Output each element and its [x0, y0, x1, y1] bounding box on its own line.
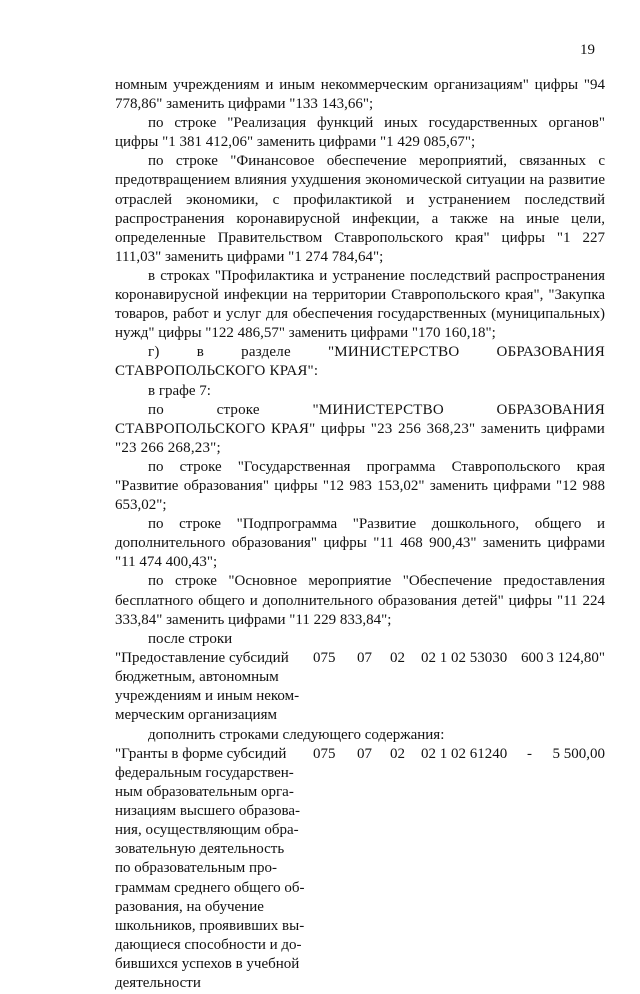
row-2-name-line: по образовательным про- — [115, 860, 277, 877]
row-2-name-line: зовательную деятельность — [115, 841, 285, 858]
row-1-subsection-code: 02 — [390, 649, 405, 666]
row-2-name-line: деятельности — [115, 975, 201, 992]
row-1-codes — [115, 649, 605, 668]
row-1-name-line: "Предоставление субсидий — [115, 649, 289, 666]
row-2-name-line: разования, на обучение — [115, 898, 264, 915]
paragraph-3: по строке "Финансовое обеспечение мероприятий, связанных с предотвращением влияния ухудшения экономической ситуации на развитие отраслей экономики, с профилактикой и устранением последствий распространения коронавирусной инфекции, а также на иные цели, определенные Правительством Ставропольского края" цифры "1 227 111,03" заменить цифрами "1 274 784,64"; — [115, 153, 605, 265]
row-2-target-code: 02 1 02 61240 — [421, 745, 508, 762]
paragraph-1: номным учреждениям и иным некоммерческим организациям" цифры "94 778,86" заменить цифрами "133 143,66"; — [115, 77, 605, 113]
row-2-section-code: 07 — [357, 745, 372, 762]
paragraph-4: в строках "Профилактика и устранение последствий распространения коронавирусной инфекции на территории Ставропольского края", "Закупка товаров, работ и услуг для обеспечения государственных (муниципальных) нужд" цифры "122 486,57" заменить цифрами "170 160,18"; — [115, 267, 605, 342]
row-2-name-line: низациям высшего образова- — [115, 803, 301, 820]
row-2-name-line: бившихся успехов в учебной — [115, 955, 300, 972]
row-1-expense-type: 600 — [521, 649, 544, 666]
row-2-codes — [115, 745, 605, 764]
row-1-name-line: бюджетным, автономным — [115, 668, 279, 685]
row-1-name-line: учреждениям и иным неком- — [115, 688, 300, 704]
paragraph-2: по строке "Реализация функций иных государственных органов" цифры "1 381 412,06" заменить цифрами "1 429 085,67"; — [115, 115, 605, 151]
row-2-amount: 5 500,00 — [552, 745, 605, 762]
row-1-ministry-code: 075 — [313, 649, 336, 666]
row-2-ministry-code: 075 — [313, 745, 336, 762]
row-2-name-line: граммам среднего общего об- — [115, 879, 305, 896]
row-2-name — [115, 745, 305, 993]
row-1-section-code: 07 — [357, 649, 372, 666]
paragraph-10: по строке "Основное мероприятие "Обеспечение предоставления бесплатного общего и дополнительного образования детей" цифры "11 224 333,84" заменить цифрами "11 229 833,84"; — [115, 573, 605, 628]
paragraph-6: в графе 7: — [148, 382, 211, 399]
row-2-name-line: федеральным государствен- — [115, 765, 294, 781]
paragraph-9: по строке "Подпрограмма "Развитие дошкольного, общего и дополнительного образования" цифры "11 468 900,43" заменить цифрами "11 474 400,43"; — [115, 516, 605, 571]
row-2-name-line: ным образовательным орга- — [115, 784, 294, 801]
row-1-amount: 3 124,80" — [546, 649, 605, 666]
paragraph-12: дополнить строками следующего содержания: — [148, 726, 445, 743]
row-1-target-code: 02 1 02 53030 — [421, 649, 508, 666]
table-row-1 — [115, 649, 605, 726]
paragraph-5: г) в разделе "МИНИСТЕРСТВО ОБРАЗОВАНИЯ СТАВРОПОЛЬСКОГО КРАЯ": — [115, 344, 605, 380]
row-1-name-line: мерческим организациям — [115, 707, 277, 724]
row-2-name-line: ния, осуществляющим обра- — [115, 822, 299, 839]
paragraph-8: по строке "Государственная программа Ставропольского края "Развитие образования" цифры "12 983 153,02" заменить цифрами "12 988 653,02"; — [115, 458, 605, 514]
row-2-expense-type: - — [527, 745, 532, 762]
paragraph-7: по строке "МИНИСТЕРСТВО ОБРАЗОВАНИЯ СТАВРОПОЛЬСКОГО КРАЯ" цифры "23 256 368,23" заменить цифрами "23 266 268,23"; — [115, 401, 605, 456]
paragraph-11: после строки — [148, 630, 233, 647]
row-2-name-line: "Гранты в форме субсидий — [115, 745, 287, 762]
document-body — [115, 76, 605, 994]
row-2-name-line: школьников, проявивших вы- — [115, 917, 305, 934]
table-row-2 — [115, 745, 605, 994]
row-2-name-line: дающиеся способности и до- — [115, 936, 302, 953]
row-2-subsection-code: 02 — [390, 745, 405, 762]
page-number: 19 — [580, 42, 595, 58]
